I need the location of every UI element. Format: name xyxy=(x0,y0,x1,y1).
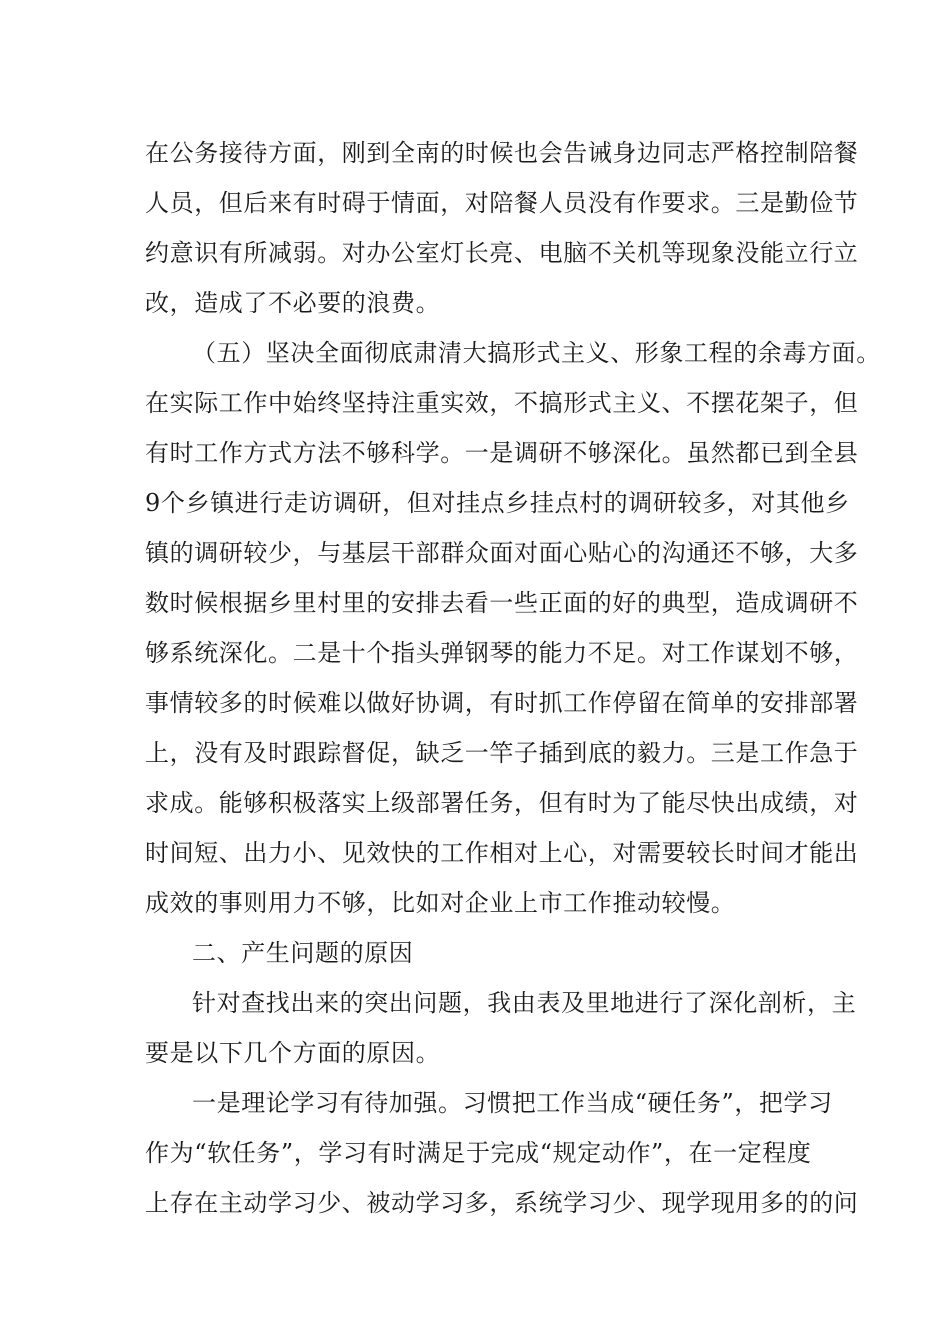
text-line: 时间短、出力小、见效快的工作相对上心，对需要较长时间才能出 xyxy=(145,839,859,867)
text-line: 一是理论学习有待加强。习惯把工作当成“硬任务”，把学习 xyxy=(192,1089,833,1117)
text-line: 有时工作方式方法不够科学。一是调研不够深化。虽然都已到全县 xyxy=(145,439,859,467)
text-line: 作为“软任务”，学习有时满足于完成“规定动作”，在一定程度 xyxy=(145,1139,812,1167)
text-line: 镇的调研较少，与基层干部群众面对面心贴心的沟通还不够，大多 xyxy=(145,539,859,567)
text-line: 成效的事则用力不够，比如对企业上市工作推动较慢。 xyxy=(145,889,736,917)
text-line: 9个乡镇进行走访调研，但对挂点乡挂点村的调研较多，对其他乡 xyxy=(145,489,850,517)
text-line: 在公务接待方面，刚到全南的时候也会告诫身边同志严格控制陪餐 xyxy=(145,139,859,167)
section-heading: 二、产生问题的原因 xyxy=(192,939,414,967)
text-line: 约意识有所减弱。对办公室灯长亮、电脑不关机等现象没能立行立 xyxy=(145,239,859,267)
text-line: 在实际工作中始终坚持注重实效，不搞形式主义、不摆花架子，但 xyxy=(145,389,859,417)
text-line: 上存在主动学习少、被动学习多，系统学习少、现学现用多的的问 xyxy=(145,1189,859,1217)
text-line: 够系统深化。二是十个指头弹钢琴的能力不足。对工作谋划不够， xyxy=(145,639,859,667)
text-line: 求成。能够积极落实上级部署任务，但有时为了能尽快出成绩，对 xyxy=(145,789,859,817)
text-line: 上，没有及时跟踪督促，缺乏一竿子插到底的毅力。三是工作急于 xyxy=(145,739,859,767)
text-line: 针对查找出来的突出问题，我由表及里地进行了深化剖析，主 xyxy=(192,989,857,1017)
text-line: 人员，但后来有时碍于情面，对陪餐人员没有作要求。三是勤俭节 xyxy=(145,189,859,217)
text-line: 改，造成了不必要的浪费。 xyxy=(145,289,441,317)
text-line: 事情较多的时候难以做好协调，有时抓工作停留在简单的安排部署 xyxy=(145,689,859,717)
section-heading: （五）坚决全面彻底肃清大搞形式主义、形象工程的余毒方面。 xyxy=(192,339,881,367)
text-line: 数时候根据乡里村里的安排去看一些正面的好的典型，造成调研不 xyxy=(145,589,859,617)
text-line: 要是以下几个方面的原因。 xyxy=(145,1039,441,1067)
